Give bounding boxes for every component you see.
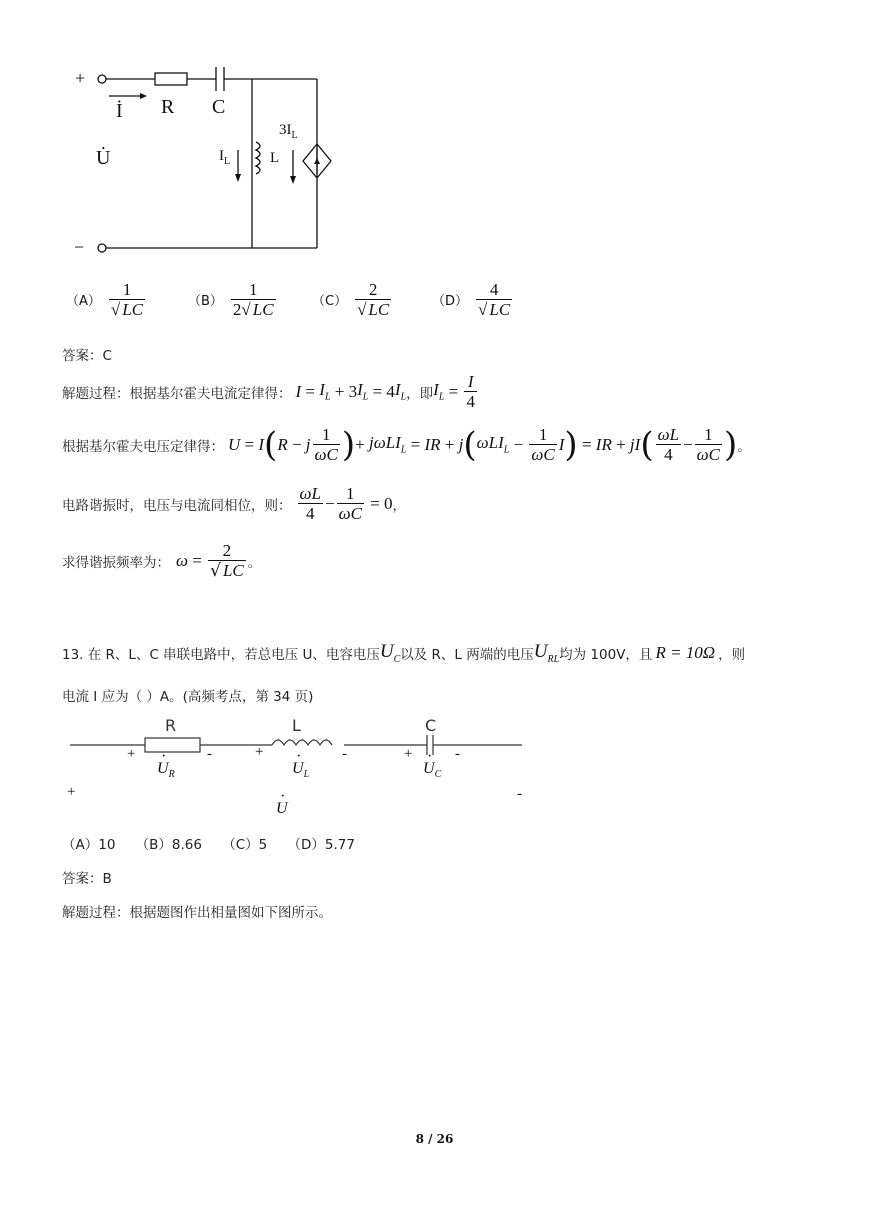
page-number: 8 / 26	[415, 1132, 454, 1146]
ur-voltage-label: · $U_R$	[157, 748, 175, 781]
q13-answer: 答案：B	[62, 871, 112, 887]
u-minus: -	[517, 786, 522, 802]
ul-plus: +	[255, 744, 264, 760]
q12-option-b: （B） $\frac{1}{2√ LC}$	[188, 280, 274, 319]
voltage-label: U̇	[96, 147, 111, 169]
ul-voltage-label: · $U_L$	[292, 748, 310, 781]
resistor-label: R	[161, 96, 175, 118]
q13-question-line1: 13. 在 R、L、C 串联电路中，若总电压 U、电容电压 $U_C$ 以及 R、L 两端的电压 $U_{RL}$ 均为 100V，且 R = 10Ω ，则	[62, 641, 746, 665]
uc-plus: +	[404, 746, 413, 762]
q12-option-d: （D） $\frac{4}{√ LC}$	[432, 280, 511, 319]
inductor-label: L	[270, 150, 280, 166]
terminal-plus-label: +	[75, 68, 86, 88]
ur-minus: -	[207, 746, 212, 762]
q13-question-line2: 电流 I 应为（ ）A。(高频考点，第 34 页)	[62, 689, 314, 705]
q12-answer: 答案：C	[62, 348, 112, 364]
current-label: İ	[116, 100, 123, 122]
dependent-source-label: $3I_L$	[279, 122, 298, 141]
uc-minus: -	[455, 746, 460, 762]
inductor-current-label: $I_L$	[219, 148, 231, 167]
u-voltage-label: · U	[276, 788, 288, 817]
u-plus: +	[67, 784, 76, 800]
ur-plus: +	[127, 746, 136, 762]
q12-option-c: （C） $\frac{2}{√ LC}$	[312, 280, 390, 319]
uc-voltage-label: · $U_C$	[423, 748, 442, 781]
q12-option-a: （A） $\frac{1}{√ LC}$	[66, 280, 144, 319]
q12-solution-kvl: 根据基尔霍夫电压定律得： U = I ( R − j $\frac{1}{\omega C}$ ) + jωLI$_L$ = IR + j ( ωLI$_L$ − $\frac{1}{\omega C}$ I ) = IR + jI ( $\frac{\omega L}{4}$ − $\frac{1}{\omega C}$ ) 。	[62, 424, 751, 465]
q13-solution: 解题过程：根据题图作出相量图如下图所示。	[62, 905, 332, 921]
q12-solution-kcl: 解题过程：根据基尔霍夫电流定律得： I = $I_L$ + 3 $I_L$ = 4 $I_L$ ，即 $I_L$ = $\frac{I}{4}$	[62, 372, 475, 411]
circuit2-capacitor-label: C	[425, 716, 437, 735]
capacitor-label: C	[212, 96, 226, 118]
ul-minus: -	[342, 746, 347, 762]
q12-solution-frequency: 求得谐振频率为： ω = $\frac{2}{√ LC}$ 。	[62, 541, 262, 581]
circuit2-inductor-label: L	[292, 716, 301, 735]
q13-options: （A）10 （B）8.66 （C）5 （D）5.77	[62, 837, 355, 853]
circuit2-resistor-label: R	[165, 716, 177, 735]
q12-solution-resonance: 电路谐振时，电压与电流同相位，则： $\frac{\omega L}{4}$ − $\frac{1}{\omega C}$ = 0 ，	[62, 484, 406, 523]
terminal-minus-label: −	[74, 237, 85, 257]
